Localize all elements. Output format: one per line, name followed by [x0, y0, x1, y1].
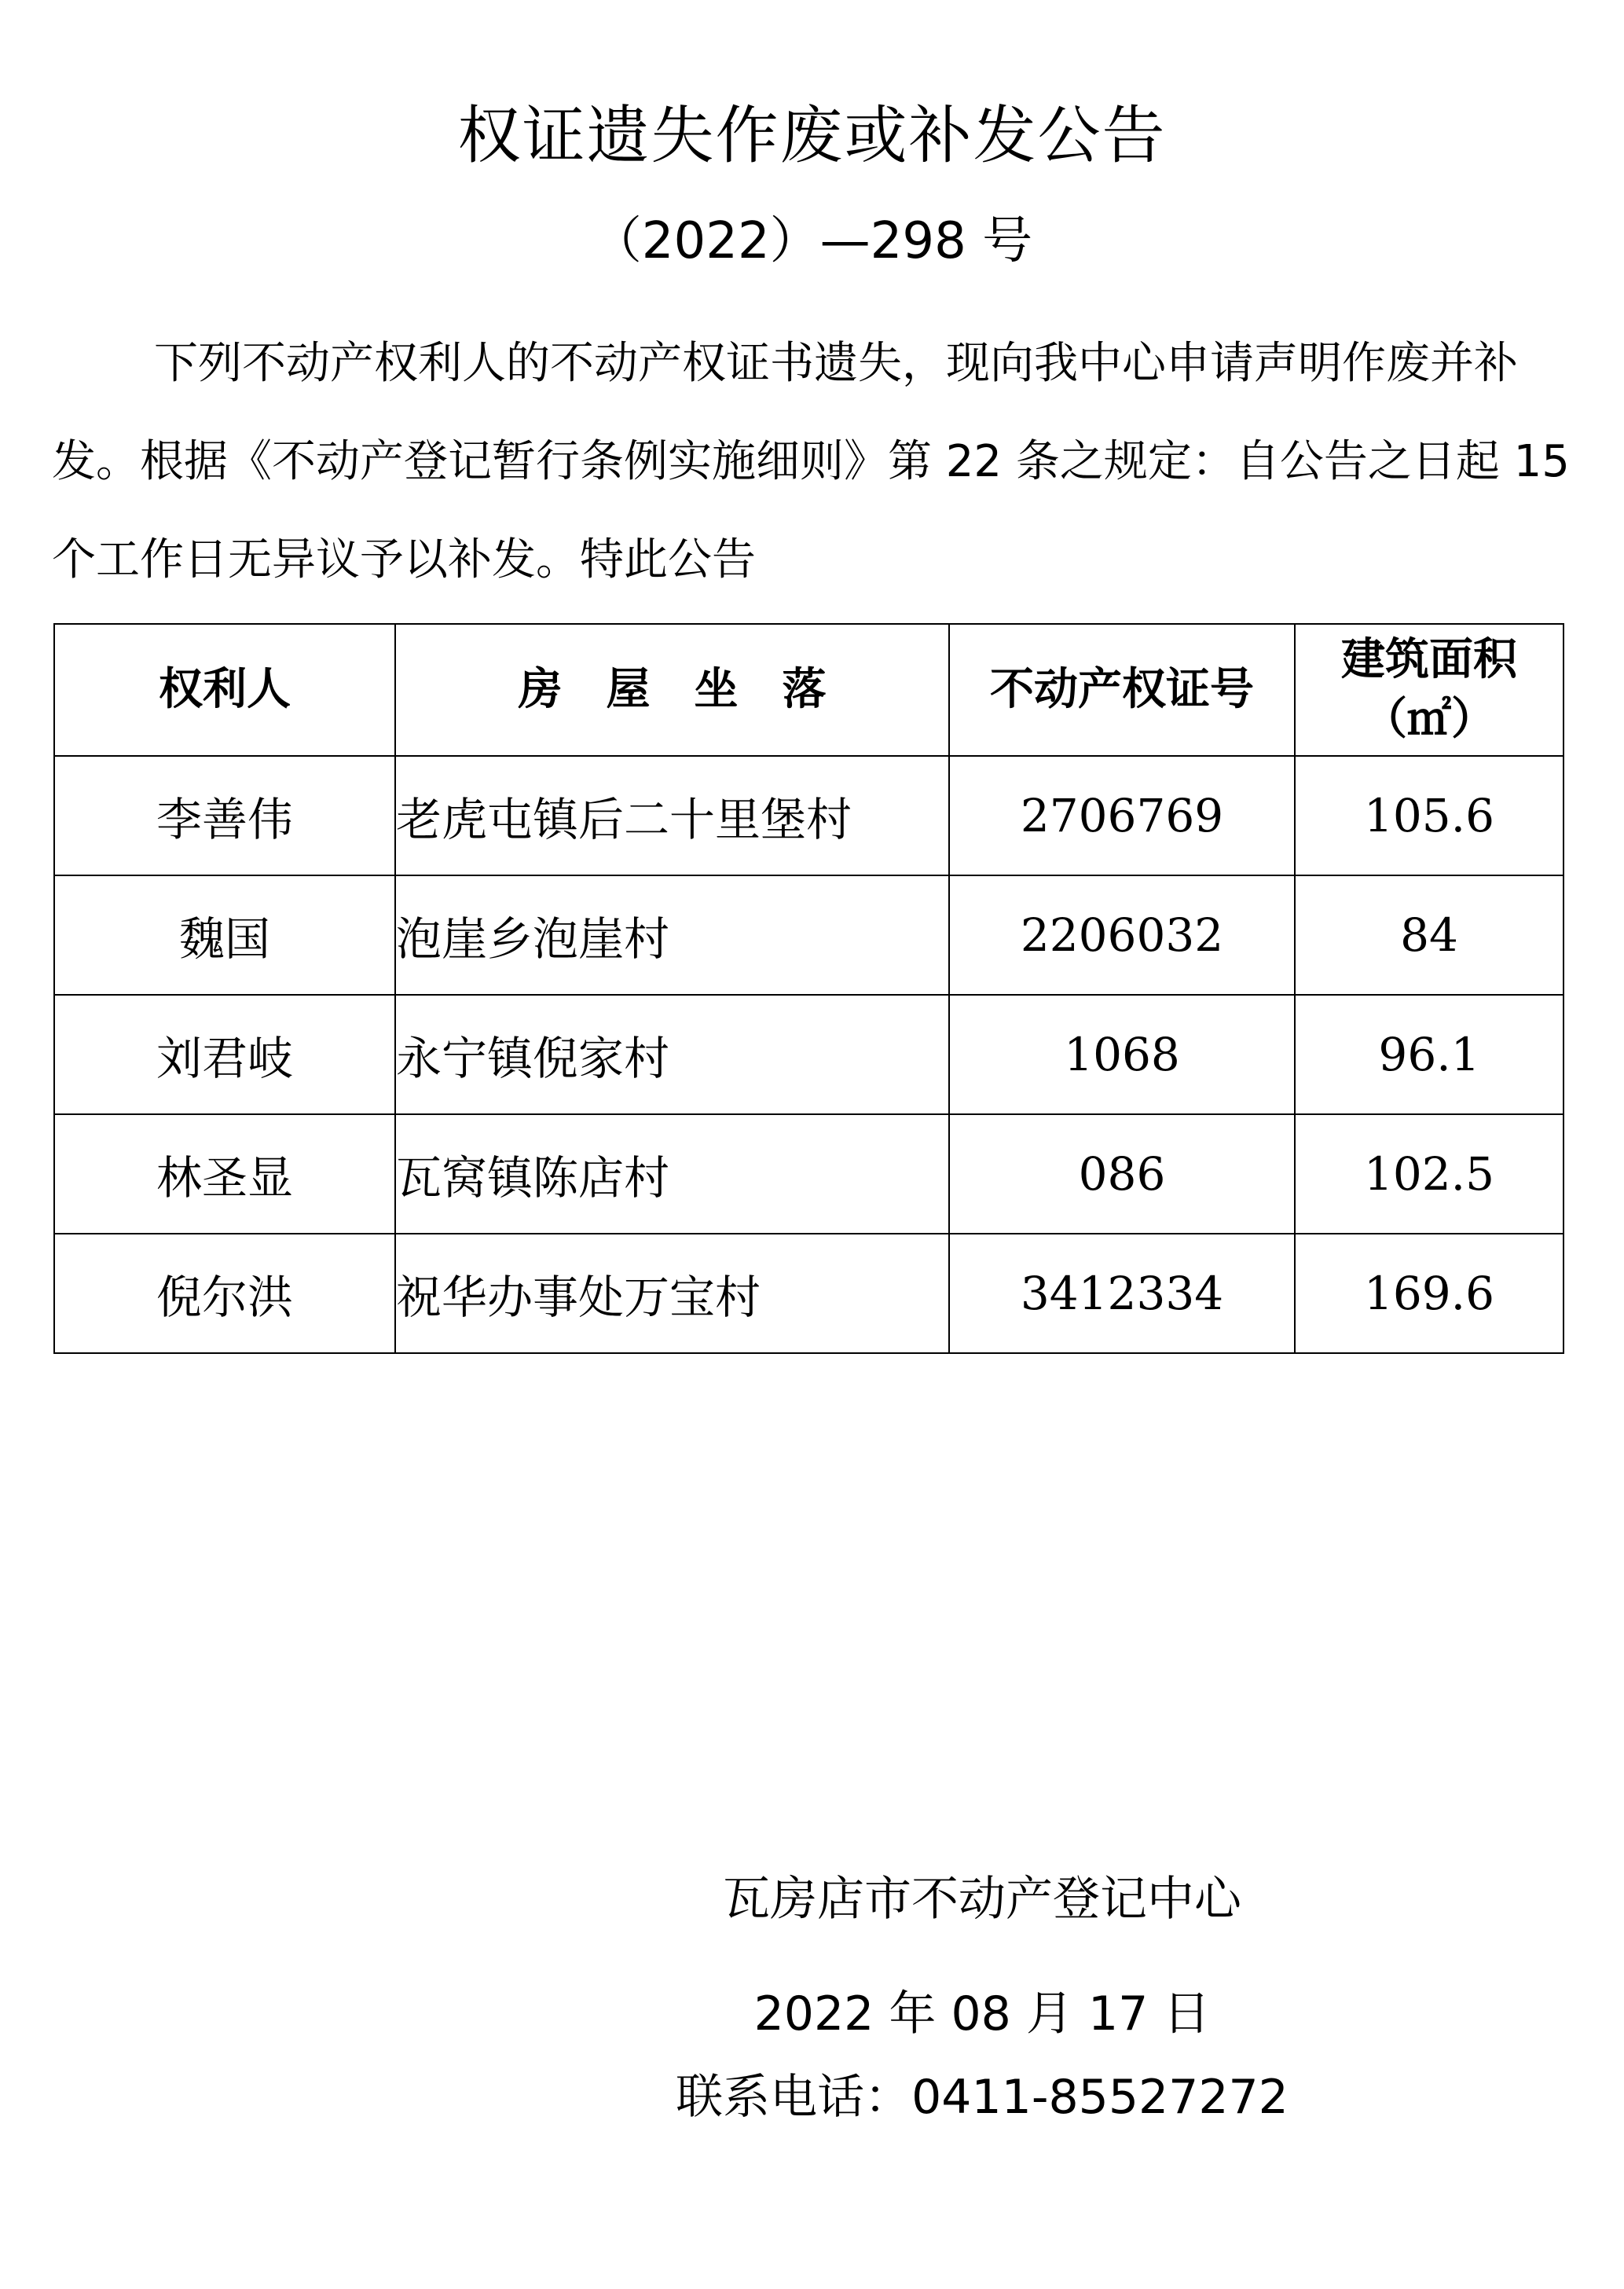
- owner-cell: 魏国: [54, 875, 395, 995]
- area-cell: 105.6: [1295, 756, 1564, 875]
- area-cell: 84: [1295, 875, 1564, 995]
- location-cell: 瓦窝镇陈店村: [395, 1114, 949, 1234]
- table-row: [54, 875, 1564, 995]
- notice-body: [52, 314, 1576, 609]
- table-row: [54, 995, 1564, 1114]
- header-owner: 权利人: [54, 624, 395, 756]
- owner-cell: 倪尔洪: [54, 1234, 395, 1353]
- certificate-cell: 2706769: [949, 756, 1295, 875]
- issuing-organization: 瓦房店市不动产登记中心: [723, 1872, 1241, 1927]
- certificate-cell: 3412334: [949, 1234, 1295, 1353]
- location-cell: 老虎屯镇后二十里堡村: [395, 756, 949, 875]
- notice-paragraph: 下列不动产权利人的不动产权证书遗失，现向我中心申请声明作废并补发。根据《不动产登记暂行条例实施细则》第 22 条之规定：自公告之日起 15 个工作日无异议予以补发。特此公告: [52, 338, 1570, 585]
- table-row: [54, 756, 1564, 875]
- certificate-cell: 2206032: [949, 875, 1295, 995]
- header-area-unit: （㎡）: [1363, 694, 1495, 745]
- notice-title: 权证遗失作废或补发公告: [457, 99, 1167, 172]
- header-area: [1295, 624, 1564, 756]
- location-cell: 泡崖乡泡崖村: [395, 875, 949, 995]
- issue-date: 2022 年 08 月 17 日: [753, 1986, 1211, 2041]
- certificate-cell: 086: [949, 1114, 1295, 1234]
- owner-cell: 李善伟: [54, 756, 395, 875]
- owner-cell: 林圣显: [54, 1114, 395, 1234]
- table-row: [54, 1234, 1564, 1353]
- location-cell: 祝华办事处万宝村: [395, 1234, 949, 1353]
- table-row: [54, 1114, 1564, 1234]
- notice-number: （2022）—298 号: [591, 212, 1033, 270]
- area-cell: 96.1: [1295, 995, 1564, 1114]
- location-cell: 永宁镇倪家村: [395, 995, 949, 1114]
- certificate-cell: 1068: [949, 995, 1295, 1114]
- area-cell: 102.5: [1295, 1114, 1564, 1234]
- owner-cell: 刘君岐: [54, 995, 395, 1114]
- certificate-table: [53, 623, 1564, 1354]
- area-cell: 169.6: [1295, 1234, 1564, 1353]
- header-location: 房 屋 坐 落: [395, 624, 949, 756]
- contact-phone: 联系电话：0411-85527272: [676, 2070, 1289, 2125]
- header-area-title: 建筑面积: [1341, 634, 1517, 685]
- table-header-row: [54, 624, 1564, 756]
- header-certificate: 不动产权证号: [949, 624, 1295, 756]
